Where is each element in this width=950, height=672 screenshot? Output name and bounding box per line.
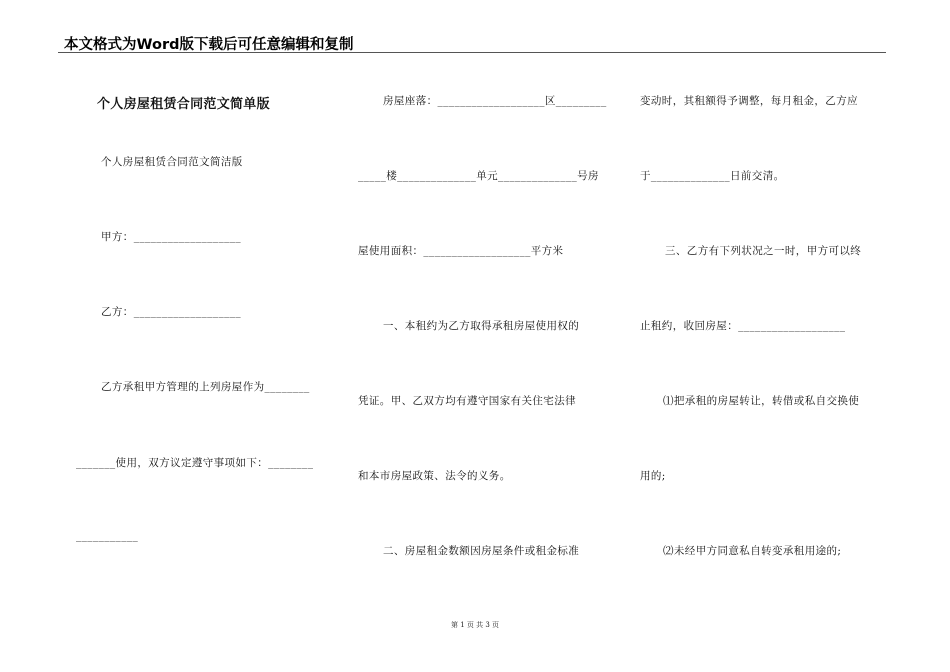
address-line: _____楼______________单元______________号房 <box>358 170 599 182</box>
body-line: 乙方承租甲方管理的上列房屋作为________ <box>101 381 310 393</box>
document-header-banner: 本文格式为Word版下载后可任意编辑和复制 <box>64 37 354 53</box>
party-b-line: 乙方：___________________ <box>101 306 242 318</box>
clause-line: 于______________日前交清。 <box>640 170 785 182</box>
clause-line: 凭证。甲、乙双方均有遵守国家有关住宅法律 <box>358 395 576 407</box>
clause-item: ⑵未经甲方同意私自转变承租用途的; <box>663 545 842 557</box>
clause-line: 和本市房屋政策、法令的义务。 <box>358 470 511 482</box>
clause-line: 三、乙方有下列状况之一时，甲方可以终 <box>665 245 862 257</box>
clause-item: ⑴把承租的房屋转让，转借或私自交换使 <box>663 395 860 407</box>
document-title: 个人房屋租赁合同范文简单版 <box>97 97 270 112</box>
clause-item: 用的; <box>640 470 666 482</box>
party-a-line: 甲方：___________________ <box>101 231 242 243</box>
body-line: _______使用，双方议定遵守事项如下：________ <box>76 457 314 469</box>
clause-line: 一、本租约为乙方取得承租房屋使用权的 <box>383 320 580 332</box>
page-footer: 第 1 页 共 3 页 <box>450 621 500 629</box>
clause-line: 止租约，收回房屋：___________________ <box>640 320 846 332</box>
body-line: ___________ <box>76 530 139 542</box>
clause-line: 二、房屋租金数额因房屋条件或租金标准 <box>383 545 580 557</box>
subtitle-line: 个人房屋租赁合同范文简洁版 <box>101 156 243 168</box>
area-line: 屋使用面积：___________________平方米 <box>358 245 564 257</box>
address-line: 房屋座落：___________________区_________ <box>383 95 607 107</box>
clause-line: 变动时，其租额得予调整，每月租金，乙方应 <box>640 95 858 107</box>
